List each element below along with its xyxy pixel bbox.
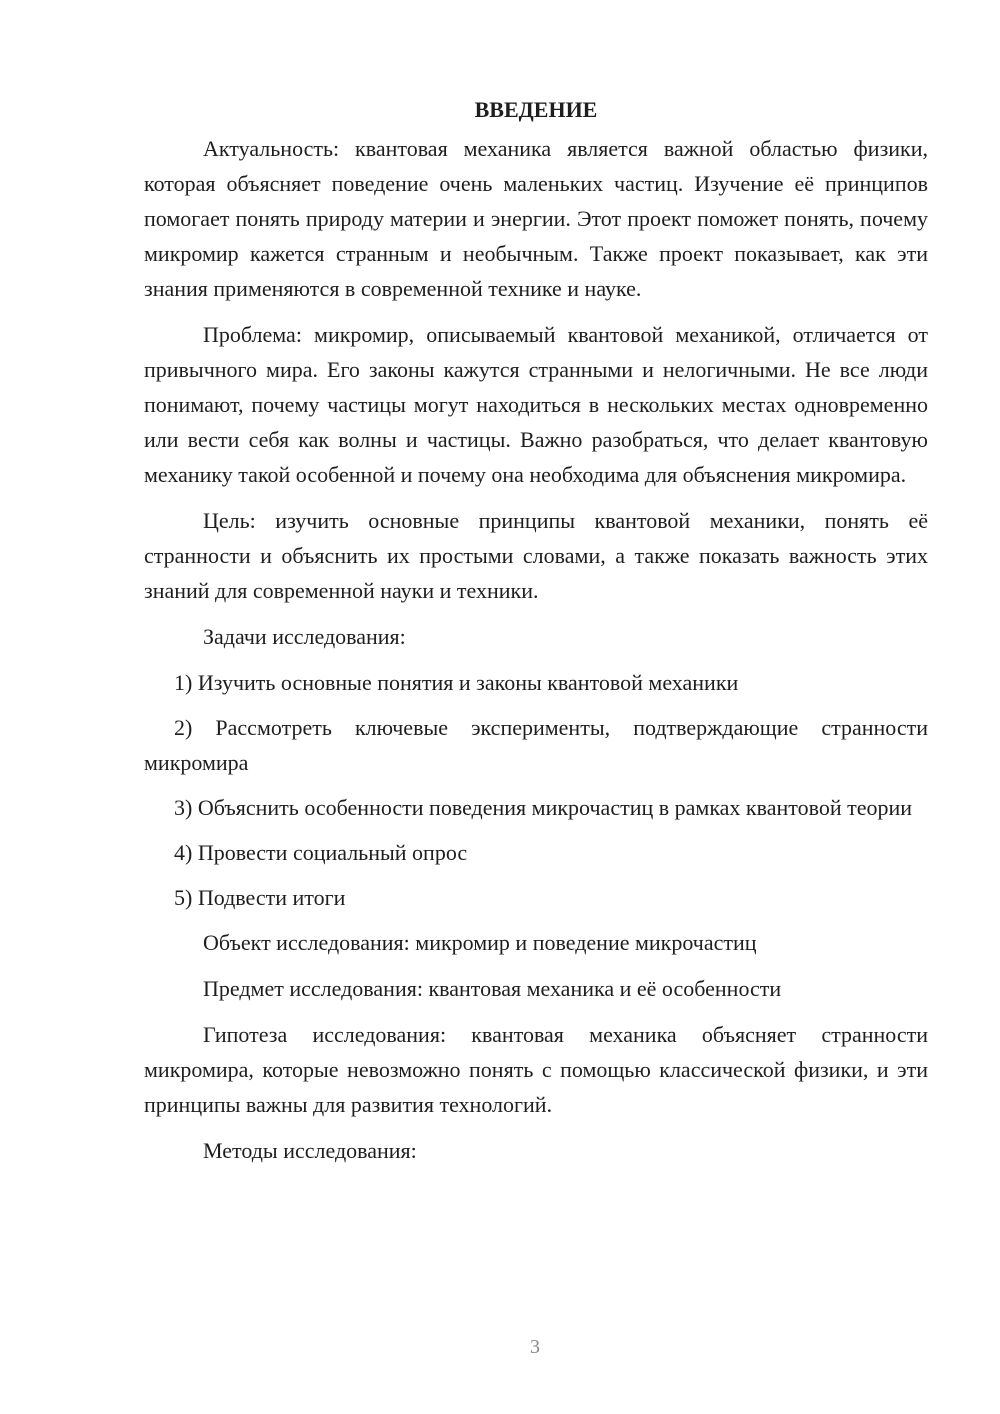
task-item-3: 3) Объяснить особенности поведения микрочастиц в рамках квантовой теории xyxy=(174,795,913,820)
task-item-5: 5) Подвести итоги xyxy=(174,885,346,910)
page-number: 3 xyxy=(530,1336,540,1358)
task-item-1: 1) Изучить основные понятия и законы квантовой механики xyxy=(174,670,739,695)
page-title: ВВЕДЕНИЕ xyxy=(474,97,598,122)
paragraph-hypothesis: Гипотеза исследования: квантовая механика объясняет странности микромира, которые невозможно понять с помощью классической физики, и эти принципы важны для развития технологий. xyxy=(144,1022,928,1117)
task-item-2: 2) Рассмотреть ключевые эксперименты, подтверждающие странности микромира xyxy=(144,715,928,775)
paragraph-relevance: Актуальность: квантовая механика является важной областью физики, которая объясняет поведение очень маленьких частиц. Изучение её принципов помогает понять природу материи и энергии. Этот проект поможет понять, почему микромир кажется странным и необычным. Также проект показывает, как эти знания применяются в современной технике и науке. xyxy=(144,136,928,301)
paragraph-problem: Проблема: микромир, описываемый квантовой механикой, отличается от привычного мира. Его законы кажутся странными и нелогичными. Не все люди понимают, почему частицы могут находиться в нескольких местах одновременно или вести себя как волны и частицы. Важно разобраться, что делает квантовую механику такой особенной и почему она необходима для объяснения микромира. xyxy=(144,322,928,487)
document-body xyxy=(144,92,928,1179)
paragraph-subject: Предмет исследования: квантовая механика и её особенности xyxy=(203,976,782,1001)
paragraph-goal: Цель: изучить основные принципы квантовой механики, понять её странности и объяснить их простыми словами, а также показать важность этих знаний для современной науки и техники. xyxy=(144,508,928,603)
paragraph-tasks-heading: Задачи исследования: xyxy=(203,624,406,649)
paragraph-object: Объект исследования: микромир и поведение микрочастиц xyxy=(203,930,757,955)
paragraph-methods-heading: Методы исследования: xyxy=(203,1138,417,1163)
task-item-4: 4) Провести социальный опрос xyxy=(174,840,468,865)
